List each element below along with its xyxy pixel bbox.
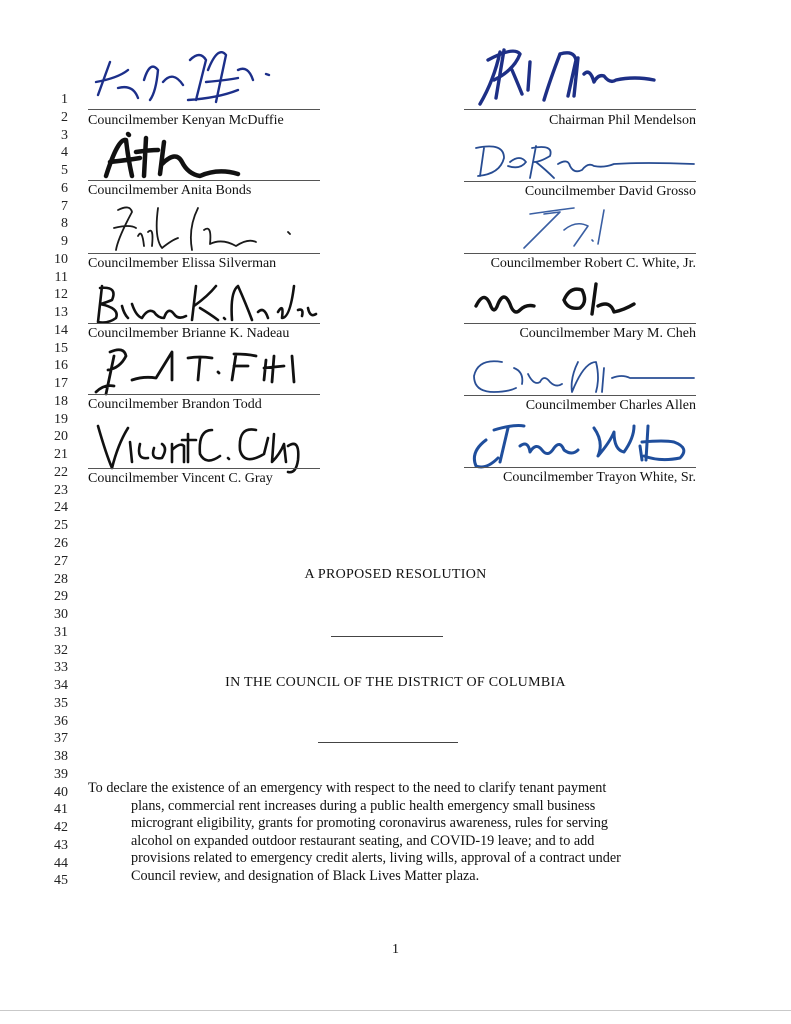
line-number: 37 [54, 731, 68, 747]
line-number: 35 [54, 695, 68, 711]
line-number: 38 [54, 749, 68, 765]
line-number: 28 [54, 571, 68, 587]
signatory-name: Councilmember Elissa Silverman [88, 256, 277, 271]
resolution-heading: A PROPOSED RESOLUTION [304, 567, 487, 582]
handwritten-signature-white-robert [464, 200, 696, 258]
line-number: 40 [54, 784, 68, 800]
signature-block-white-robert [464, 200, 696, 274]
line-number: 16 [54, 358, 68, 374]
divider [318, 742, 458, 743]
title-line: alcohol on expanded outdoor restaurant seating, and COVID-19 leave; and to add [131, 832, 595, 849]
line-number: 19 [54, 411, 68, 427]
title-line: microgrant eligibility, grants for promoting coronavirus awareness, rules for serving [131, 815, 608, 832]
line-number: 12 [54, 287, 68, 303]
line-number: 2 [61, 109, 68, 125]
line-number: 42 [54, 820, 68, 836]
line-number: 33 [54, 660, 68, 676]
line-number: 30 [54, 607, 68, 623]
handwritten-signature-todd [88, 344, 320, 400]
line-number: 29 [54, 589, 68, 605]
resolution-long-title [88, 780, 688, 886]
handwritten-signature-grosso [464, 134, 696, 184]
line-number: 3 [61, 127, 68, 143]
line-number: 17 [54, 376, 68, 392]
page-number: 1 [392, 942, 399, 957]
signatory-name: Chairman Phil Mendelson [549, 113, 696, 128]
line-number: 23 [54, 482, 68, 498]
handwritten-signature-bonds [88, 128, 320, 188]
signature-block-todd [88, 344, 320, 420]
signature-block-white-trayon [464, 412, 696, 488]
signature-block-bonds [88, 128, 320, 203]
handwritten-signature-mcduffie [88, 40, 320, 115]
signature-block-nadeau [88, 278, 320, 350]
line-number: 45 [54, 873, 68, 889]
line-number: 32 [54, 642, 68, 658]
page-edge-line [0, 1010, 791, 1011]
line-number: 41 [54, 802, 68, 818]
line-number: 1 [61, 92, 68, 107]
line-number: 13 [54, 305, 68, 321]
signature-block-gray [88, 414, 320, 490]
signature-block-mcduffie [88, 40, 320, 130]
signatory-name: Councilmember Vincent C. Gray [88, 471, 273, 486]
title-line: plans, commercial rent increases during a public health emergency small business [131, 797, 596, 814]
line-number: 11 [54, 269, 68, 285]
handwritten-signature-gray [88, 414, 320, 474]
title-line: To declare the existence of an emergency with respect to the need to clarify tenant payment [88, 780, 607, 796]
line-number: 26 [54, 536, 68, 551]
line-number: 8 [61, 216, 68, 232]
signatory-name: Councilmember David Grosso [524, 184, 696, 199]
line-number: 44 [54, 855, 68, 871]
line-number: 20 [54, 429, 68, 445]
line-number: 10 [54, 251, 68, 267]
handwritten-signature-cheh [464, 276, 696, 326]
line-number: 31 [54, 624, 68, 640]
line-number: 24 [54, 500, 68, 516]
council-line: IN THE COUNCIL OF THE DISTRICT OF COLUMBIA [225, 675, 566, 690]
line-number: 18 [54, 393, 68, 409]
line-number: 43 [54, 837, 68, 853]
divider [331, 636, 443, 637]
line-number: 39 [54, 766, 68, 782]
signatory-name: Councilmember Charles Allen [525, 398, 696, 413]
handwritten-signature-nadeau [88, 278, 320, 328]
line-number: 25 [54, 518, 68, 534]
line-number: 7 [61, 198, 68, 214]
signatory-name: Councilmember Kenyan McDuffie [88, 113, 284, 128]
signature-block-grosso [464, 134, 696, 204]
signature-block-silverman [88, 198, 320, 273]
signatory-name: Councilmember Robert C. White, Jr. [490, 256, 696, 271]
line-number: 5 [61, 163, 68, 179]
line-number: 15 [54, 340, 68, 356]
signature-block-cheh [464, 276, 696, 348]
line-number: 36 [54, 713, 68, 729]
handwritten-signature-white-trayon [464, 412, 696, 474]
signatory-name: Councilmember Trayon White, Sr. [502, 470, 696, 485]
signatory-name: Councilmember Mary M. Cheh [519, 326, 696, 341]
signatory-name: Councilmember Anita Bonds [88, 183, 252, 198]
line-number: 22 [54, 464, 68, 480]
handwritten-signature-silverman [88, 198, 320, 258]
signature-block-mendelson [464, 40, 696, 130]
signature-block-allen [464, 348, 696, 420]
line-number: 21 [54, 447, 68, 463]
signatory-name: Councilmember Brandon Todd [88, 397, 262, 412]
line-number: 6 [61, 180, 68, 196]
line-number: 9 [61, 234, 68, 250]
signatory-name: Councilmember Brianne K. Nadeau [88, 326, 290, 341]
handwritten-signature-mendelson [464, 40, 696, 115]
title-line: provisions related to emergency credit alerts, living wills, approval of a contract under [131, 850, 621, 867]
handwritten-signature-allen [464, 348, 696, 398]
line-number: 27 [54, 553, 68, 569]
line-number: 4 [61, 145, 68, 161]
line-number: 14 [54, 322, 68, 338]
line-number: 34 [54, 678, 68, 694]
title-line: Council review, and designation of Black Lives Matter plaza. [131, 867, 480, 884]
